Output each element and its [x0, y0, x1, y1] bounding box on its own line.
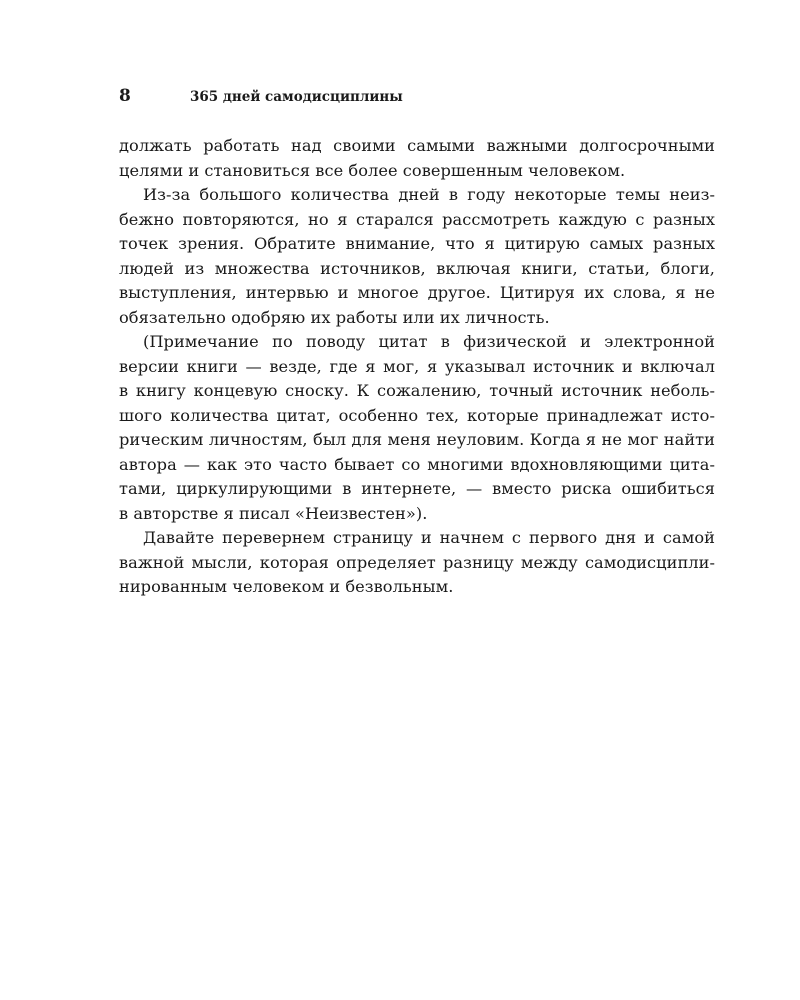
text-line: выступления, интервью и многое другое. Цитируя их слова, я не	[119, 283, 715, 302]
text-line: бежно повторяются, но я старался рассмотреть каждую с разных	[119, 209, 715, 229]
text-line: целями и становиться все более совершенным человеком.	[119, 160, 626, 180]
text-line: в книгу концевую сноску. К сожалению, точный источник неболь-	[119, 381, 715, 400]
text-line: версии книги — везде, где я мог, я указывал источник и включал	[119, 356, 715, 376]
text-line: шого количества цитат, особенно тех, которые принадлежат исто-	[119, 405, 715, 425]
running-header	[119, 86, 715, 114]
text-line: людей из множества источников, включая книги, статьи, блоги,	[119, 258, 715, 278]
body-text	[119, 134, 715, 600]
text-line: нированным человеком и безвольным.	[119, 577, 454, 596]
book-page	[119, 86, 715, 600]
text-line: точек зрения. Обратите внимание, что я цитирую самых разных	[119, 234, 715, 253]
text-line: должать работать над своими самыми важными долгосрочными	[119, 136, 715, 155]
text-line: в авторстве я писал «Неизвестен»).	[119, 503, 428, 523]
text-line: Из-за большого количества дней в году некоторые темы неиз-	[143, 185, 715, 204]
page-number: 8	[119, 86, 131, 106]
text-line: тами, циркулирующими в интернете, — вместо риска ошибиться	[119, 479, 715, 498]
text-line: рическим личностям, был для меня неуловим. Когда я не мог найти	[119, 430, 715, 449]
text-line: важной мысли, которая определяет разницу между самодисципли-	[119, 552, 715, 572]
text-line: обязательно одобряю их работы или их личность.	[119, 307, 550, 327]
text-line: (Примечание по поводу цитат в физической и электронной	[143, 332, 715, 351]
book-title: 365 дней самодисциплины	[190, 89, 403, 105]
text-line: Давайте перевернем страницу и начнем с первого дня и самой	[143, 528, 715, 547]
text-line: автора — как это часто бывает со многими вдохновляющими цита-	[119, 454, 715, 474]
